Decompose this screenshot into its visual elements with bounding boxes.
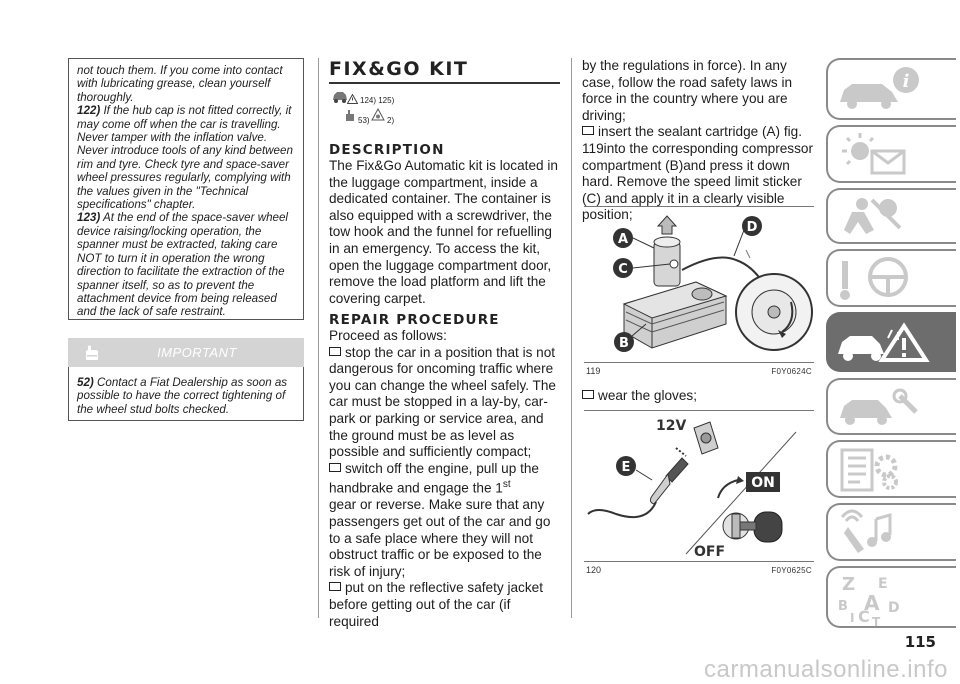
description-heading: DESCRIPTION bbox=[329, 142, 445, 158]
description-text: The Fix&Go Automatic kit is located in the luggage compartment, inside a dedicated container. The container is also equipped with a screwdriver, the tow hook and the funnel for refuelling in an emergency. To access the kit, open the luggage compartment door, remove the load platform and lift the covering carpet. bbox=[329, 158, 558, 306]
list-item: insert the sealant cartridge (A) fig. 119into the corresponding compressor compartment (B)and press it down hard. Remove the speed limit sticker (C) and apply it in a clearly visible position; bbox=[582, 124, 813, 223]
tab-safety-messages[interactable] bbox=[826, 125, 956, 183]
svg-text:A: A bbox=[617, 232, 629, 247]
warning-paragraph: not touch them. If you come into contact with lubricating grease, clean yourself thoroughly. bbox=[77, 64, 283, 104]
sun-envelope-icon bbox=[828, 127, 956, 181]
list-item: switch off the engine, pull up the handbrake and engage the 1st gear or reverse. Make sure that any passengers get out of the car and go to a safe place where they will not obstruct traffic or be exposed to the risk of injury; bbox=[329, 460, 551, 579]
label-d bbox=[742, 216, 762, 236]
tab-safety[interactable] bbox=[826, 188, 956, 244]
svg-text:C: C bbox=[618, 262, 628, 277]
car-info-icon bbox=[828, 60, 956, 118]
label-off: OFF bbox=[694, 544, 726, 560]
car-warning-triangle-icon bbox=[828, 314, 956, 370]
svg-text:D: D bbox=[888, 600, 900, 616]
figure-rule bbox=[584, 362, 814, 363]
important-box: 52) Contact a Fiat Dealership as soon as possible to have the correct tightening of the wheel stud bolts checked. bbox=[68, 367, 304, 421]
svg-text:T: T bbox=[872, 615, 881, 626]
svg-text:E: E bbox=[878, 576, 888, 592]
page-number: 115 bbox=[904, 633, 936, 651]
section-title: FIX&GO KIT bbox=[329, 58, 469, 80]
tab-in-an-emergency[interactable] bbox=[826, 312, 956, 372]
svg-text:I: I bbox=[850, 611, 855, 625]
column-separator bbox=[571, 58, 572, 618]
checkbox-icon bbox=[329, 463, 341, 472]
figure-120-illustration bbox=[586, 414, 814, 560]
figure-rule bbox=[584, 410, 814, 411]
label-a bbox=[613, 228, 633, 248]
repair-steps bbox=[329, 328, 563, 630]
label-c bbox=[613, 258, 633, 278]
svg-text:i: i bbox=[902, 71, 910, 92]
tab-index[interactable] bbox=[826, 566, 956, 628]
label-e bbox=[616, 456, 636, 476]
hand-icon bbox=[343, 108, 357, 122]
checkbox-icon bbox=[582, 390, 594, 399]
airbag-seat-icon bbox=[828, 190, 956, 242]
list-item: stop the car in a position that is not dangerous for oncoming traffic where you can change the wheel safely. The car must be stopped in a lay-by, car-park or parking or service area, and the ground must be as level as possible and sufficiently compact; bbox=[329, 344, 556, 460]
alphabet-icon bbox=[828, 568, 956, 626]
list-item: put on the reflective safety jacket before getting out of the car (if required bbox=[329, 580, 543, 629]
label-12v: 12V bbox=[656, 418, 687, 434]
tab-dashboard-info[interactable] bbox=[826, 58, 956, 120]
column-separator bbox=[318, 58, 319, 618]
checkbox-icon bbox=[329, 582, 341, 591]
reference-numbers: 124) 125) bbox=[360, 96, 395, 105]
label-on: ON bbox=[751, 475, 775, 491]
watermark: carmanualsonline.info bbox=[704, 656, 948, 683]
svg-text:A: A bbox=[864, 591, 880, 615]
repair-intro: Proceed as follows: bbox=[329, 328, 447, 343]
figure-code: F0Y0625C bbox=[771, 566, 812, 575]
important-title: IMPORTANT bbox=[157, 345, 237, 360]
figure-119-illustration bbox=[586, 212, 814, 358]
svg-text:D: D bbox=[746, 220, 758, 235]
key-steering-wheel-icon bbox=[828, 251, 956, 305]
important-header bbox=[68, 338, 304, 367]
svg-text:C: C bbox=[858, 607, 870, 626]
label-b bbox=[614, 332, 634, 352]
music-phone-icon bbox=[828, 505, 956, 559]
warning-triangle-icon bbox=[347, 94, 358, 104]
tab-technical-data[interactable] bbox=[826, 440, 956, 498]
tab-servicing-care[interactable] bbox=[826, 378, 956, 435]
svg-text:B: B bbox=[838, 599, 848, 614]
tab-starting-driving[interactable] bbox=[826, 249, 956, 307]
figure-code: F0Y0624C bbox=[771, 367, 812, 376]
svg-text:B: B bbox=[619, 336, 629, 351]
figure-rule bbox=[584, 206, 814, 207]
figure-number: 120 bbox=[586, 565, 602, 575]
car-wrench-icon bbox=[828, 380, 956, 433]
list-item: wear the gloves; bbox=[582, 388, 816, 405]
list-gear-icon bbox=[828, 442, 956, 496]
title-rule bbox=[329, 82, 560, 84]
svg-text:Z: Z bbox=[842, 574, 856, 595]
repair-heading: REPAIR PROCEDURE bbox=[329, 312, 500, 328]
figure-rule bbox=[584, 561, 814, 562]
column3-text bbox=[582, 58, 816, 224]
figure-number: 119 bbox=[586, 366, 601, 376]
tab-multimedia[interactable] bbox=[826, 503, 956, 561]
warning-paragraph: 122) If the hub cap is not fitted correctly, it may come off when the car is travelling. Never tamper with the inflation valve. Never introduce tools of any kind between rim and tyre. Check tyre and space-saver wheel pressures regularly, complying with the values given in the "Technical specifications" chapter. bbox=[77, 104, 293, 212]
reference-number: 2) bbox=[387, 116, 395, 125]
environment-icon bbox=[371, 108, 385, 122]
checkbox-icon bbox=[582, 126, 594, 135]
svg-text:E: E bbox=[621, 460, 631, 475]
continuation-text: by the regulations in force). In any case, follow the road safety laws in force in the country where you are driving; bbox=[582, 58, 793, 123]
warning-paragraph: 123) At the end of the space-saver wheel device raising/locking operation, the spanner must be extracted, taking care NOT to turn it in operation the wrong direction to facilitate the extraction of the spanner itself, so as to prevent the attachment device from being released and the lack of safe restraint. bbox=[77, 211, 288, 319]
checkbox-icon bbox=[329, 347, 341, 356]
warning-box bbox=[68, 58, 304, 320]
reference-icons bbox=[329, 86, 439, 136]
reference-number: 53) bbox=[358, 116, 370, 125]
